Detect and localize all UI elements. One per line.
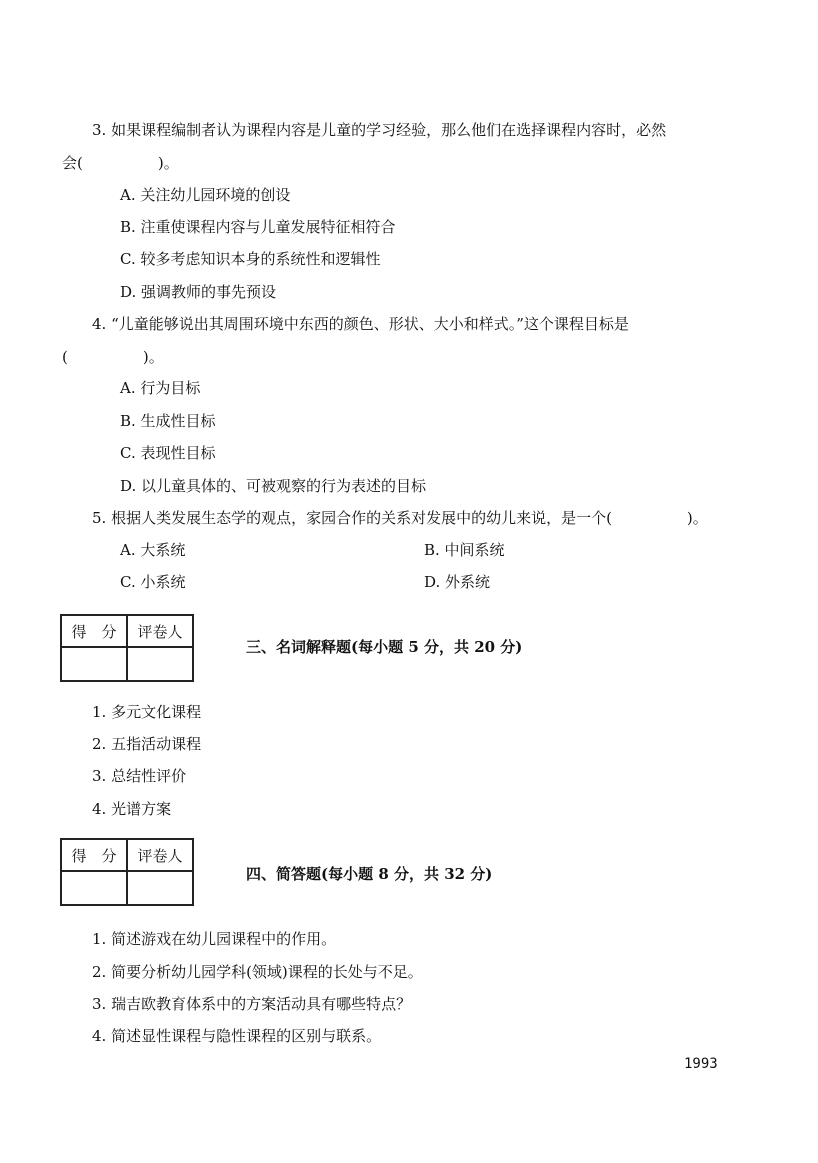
grader-header: 评卷人	[127, 615, 193, 647]
grader-cell[interactable]	[127, 871, 193, 905]
question-4-line-1: 4. “儿童能够说出其周围环境中东西的颜色、形状、大小和样式。”这个课程目标是	[92, 315, 629, 333]
score-header: 得 分	[61, 615, 127, 647]
question-4-line-2: ( )。	[62, 348, 164, 366]
question-4-option-b: B. 生成性目标	[120, 412, 216, 430]
question-3-line-2: 会( )。	[62, 154, 179, 172]
grader-header: 评卷人	[127, 839, 193, 871]
question-3-option-d: D. 强调教师的事先预设	[120, 283, 277, 301]
question-5-option-c: C. 小系统	[120, 573, 186, 591]
score-table-section-4	[60, 838, 194, 906]
grader-cell[interactable]	[127, 647, 193, 681]
section-3-item-3: 3. 总结性评价	[92, 767, 187, 785]
section-4-title: 四、简答题(每小题 8 分，共 32 分)	[246, 865, 493, 883]
section-3-item-4: 4. 光谱方案	[92, 800, 172, 818]
page-number: 1993	[684, 1056, 718, 1072]
score-cell[interactable]	[61, 647, 127, 681]
question-4-option-d: D. 以儿童具体的、可被观察的行为表述的目标	[120, 477, 427, 495]
question-3-option-b: B. 注重使课程内容与儿童发展特征相符合	[120, 218, 396, 236]
question-3-option-a: A. 关注幼儿园环境的创设	[120, 186, 291, 204]
section-3-item-2: 2. 五指活动课程	[92, 735, 202, 753]
section-3-item-1: 1. 多元文化课程	[92, 703, 202, 721]
section-4-item-2: 2. 简要分析幼儿园学科(领域)课程的长处与不足。	[92, 963, 423, 981]
question-4-option-a: A. 行为目标	[120, 379, 201, 397]
score-cell[interactable]	[61, 871, 127, 905]
question-5-option-d: D. 外系统	[424, 573, 491, 591]
score-table-section-3	[60, 614, 194, 682]
question-5-option-a: A. 大系统	[120, 541, 186, 559]
question-5-line-1: 5. 根据人类发展生态学的观点，家园合作的关系对发展中的幼儿来说，是一个( )。	[92, 509, 708, 527]
section-4-item-4: 4. 简述显性课程与隐性课程的区别与联系。	[92, 1027, 382, 1045]
section-4-item-3: 3. 瑞吉欧教育体系中的方案活动具有哪些特点？	[92, 995, 412, 1013]
question-3-line-1: 3. 如果课程编制者认为课程内容是儿童的学习经验，那么他们在选择课程内容时，必然	[92, 121, 667, 139]
section-3-title: 三、名词解释题(每小题 5 分，共 20 分)	[246, 638, 523, 656]
score-header: 得 分	[61, 839, 127, 871]
question-4-option-c: C. 表现性目标	[120, 444, 216, 462]
question-5-option-b: B. 中间系统	[424, 541, 505, 559]
section-4-item-1: 1. 简述游戏在幼儿园课程中的作用。	[92, 930, 337, 948]
question-3-option-c: C. 较多考虑知识本身的系统性和逻辑性	[120, 250, 381, 268]
